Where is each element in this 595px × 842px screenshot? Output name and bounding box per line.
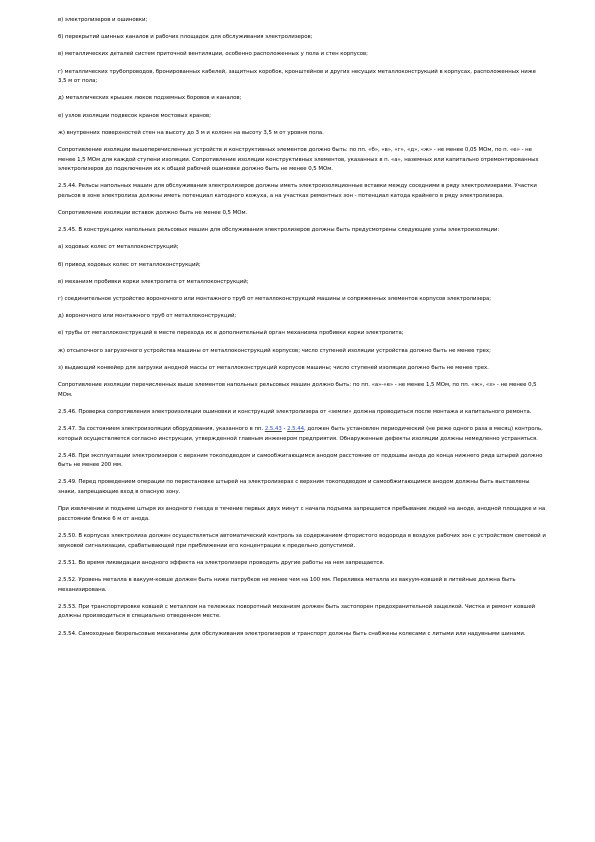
clause-2-5-52: 2.5.52. Уровень металла в вакуум-ковше должен быть ниже патрубков не менее чем на 100 мм. Переливка металла из вакуум-ковшей в литейные должна быть механизирована. — [58, 577, 516, 593]
clause-2-5-50: 2.5.50. В корпусах электролиза должен осуществляться автоматический контроль за содержанием фтористого водорода в воздухе рабочих зон с устройством световой и звуковой сигнализации, срабатывающей при приближении его концентрации к предельно допустимой. — [58, 533, 546, 549]
clause-2-5-54: 2.5.54. Самоходные безрельсовые механизмы для обслуживания электролизеров и транспорт должны быть снабжены колесами с литыми или надувными шинами. — [58, 630, 526, 637]
list-item: з) выдающий конвейер для загрузки анодной массы от металлоконструкций корпусов машины; число ступеней изоляции должно быть не менее трех. — [58, 364, 489, 371]
paragraph: Сопротивление изоляции вышеперечисленных устройств и конструктивных элементов должно быть: по пп. «б», «в», «г», «д», «ж» - не менее 0,05 МОм, по п. «е» - не менее 1,5 МОм для каждой ступени изоляции. Сопротивление изоляции конструктивных элементов, указанных в п. «а», наземных или капитально отремонтированных электролизеров до подключения их к общей рабочей ошиновке должно быть не менее 0,5 МОм. — [58, 146, 539, 173]
document-body — [58, 16, 546, 647]
clause-2-5-53: 2.5.53. При транспортировке ковшей с металлом на тележках поворотный механизм должен быть застопорен предохранительной защелкой. Чистка и ремонт ковшей должны производиться в специально отведенном месте. — [58, 603, 536, 620]
list-item: д) металлических крышек люков подземных боровов и каналов; — [58, 95, 242, 102]
list-item: в) металлических деталей систем приточной вентиляции, особенно расположенных у пола и стен корпусов; — [58, 51, 368, 58]
paragraph: При извлечении и подъеме штыря из анодного гнезда в течение первых двух минут с начала подъема запрещается пребывание людей на аноде, анодной площадке и на расстоянии ближе 6 м от анода. — [58, 506, 546, 522]
clause-2-5-51: 2.5.51. Во время ликвидации анодного эффекта на электролизере проводить другие работы на нем запрещается. — [58, 559, 385, 566]
clause-text: - — [281, 425, 288, 432]
clause-text: , должен быть установлен периодический (не реже одного раза в месяц) контроль, который осуществляется согласно инструкции, утвержденной главным инженером предприятия. Обнаруженные дефекты изоляции должны немедленно устраняться. — [58, 425, 543, 442]
list-item: ж) внутренних поверхностей стен на высоту до 3 м и колонн на высоту 3,5 м от уровня пола. — [58, 129, 324, 136]
clause-2-5-47 — [58, 425, 546, 444]
list-item: в) электролизеров и ошиновки; — [58, 17, 148, 23]
list-item: а) ходовых колес от металлоконструкций; — [58, 244, 179, 251]
list-item: ж) отсыпочного загрузочного устройства машины от металлоконструкций корпусов; число ступеней изоляции устройства должно быть не менее трех; — [58, 347, 491, 354]
clause-text: 2.5.47. За состоянием электроизоляции оборудования, указанного в пп. — [58, 425, 265, 432]
link-2-5-43[interactable]: 2.5.43 — [264, 425, 282, 432]
paragraph: Сопротивление изоляции перечисленных выше элементов напольных рельсовых машин должно быть: по пп. «а»-«е» - не менее 1,5 МОм, по пп. «ж», «з» - не менее 0,5 МОм. — [58, 381, 537, 398]
list-item: б) привод ходовых колес от металлоконструкций; — [58, 261, 201, 268]
clause-2-5-48: 2.5.48. При эксплуатации электролизеров с верхним токоподводом и самообжигающимся анодом расстояние от подошвы анода до конца нижнего ряда штырей должно быть не менее 200 мм. — [58, 452, 543, 469]
list-item: г) соединительное устройство вороночного или монтажного труб от металлоконструкций машины и сопряженных элементов корпусов электролизера; — [58, 296, 492, 302]
list-item: е) трубы от металлоконструкций в месте перехода их в дополнительный орган механизма пробивки корки электролита; — [58, 330, 404, 337]
clause-2-5-49: 2.5.49. Перед проведением операции по перестановке штырей на электролизерах с верхним токоподводом и самообжигающимся анодом должны быть выставлены знаки, запрещающие вход в опасную зону. — [58, 479, 530, 496]
list-item: б) перекрытий шинных каналов и рабочих площадок для обслуживания электролизеров; — [58, 34, 313, 41]
list-item: г) металлических трубопроводов, бронированных кабелей, защитных коробок, кронштейнов и других несущих металлоконструкций в корпусах, расположенных ниже 3,5 м от пола; — [58, 68, 536, 85]
clause-2-5-44: 2.5.44. Рельсы напольных машин для обслуживания электролизеров должны иметь электроизоляционные вставки между соседними в ряду электролизерами. Участки рельсов в зоне электролиза должны иметь потенциал катодного кожуха, а на участках ремонтных зон - потенциал катода крайнего в ряду электролизера. — [58, 183, 537, 199]
list-item: е) узлов изоляции подвесок кранов мостовых кранов; — [58, 112, 211, 119]
list-item: д) вороночного или монтажного труб от металлоконструкций; — [58, 313, 237, 320]
paragraph: Сопротивление изоляции вставок должно быть не менее 0,5 МОм. — [58, 210, 248, 217]
link-2-5-44[interactable]: 2.5.44 — [287, 425, 305, 432]
clause-2-5-46: 2.5.46. Проверка сопротивления электроизоляции ошиновки и конструкций электролизера от «земли» должна проводиться после монтажа и капитального ремонта. — [58, 408, 532, 415]
list-item: в) механизм пробивки корки электролита от металлоконструкций; — [58, 278, 249, 285]
clause-2-5-45: 2.5.45. В конструкциях напольных рельсовых машин для обслуживания электролизеров должны быть предусмотрены следующие узлы электроизоляции: — [58, 227, 500, 234]
